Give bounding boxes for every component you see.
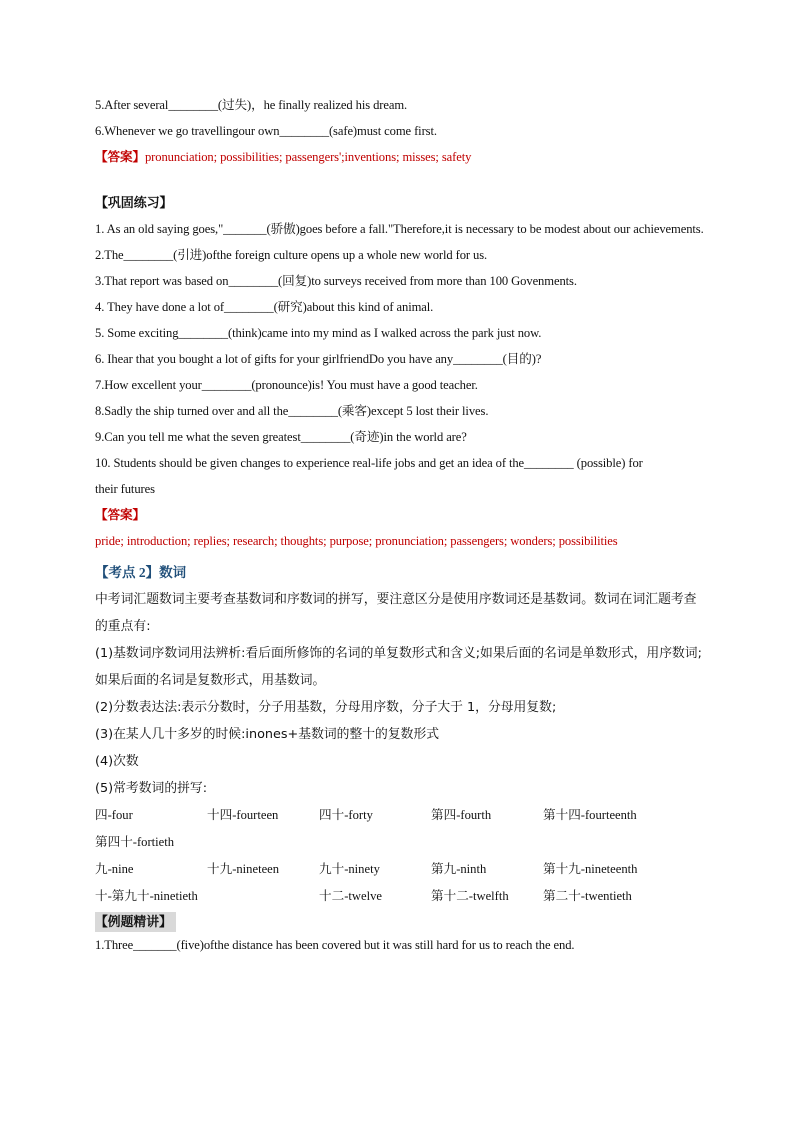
practice-item-1: 1. As an old saying goes,"_______(骄傲)goes before a fall."Therefore,it is necessary to be modest about our achievements. [95, 222, 704, 236]
kaodian-point-4: (4)次数 [95, 754, 139, 769]
practice-heading: 【巩固练习】 [95, 195, 173, 210]
practice-item-5: 5. Some exciting________(think)came into my mind as I walked across the park just now. [95, 326, 542, 340]
practice-answer-text: pride; introduction; replies; research; thoughts; purpose; pronunciation; passengers; wonders; possibilities [95, 534, 618, 548]
answer-block-1 [95, 144, 705, 170]
question-6: 6.Whenever we go travellingour own________(safe)must come first. [95, 124, 437, 138]
numeral-cell: 第十九-nineteenth [543, 862, 638, 876]
kaodian-point-1: (1)基数词序数词用法辨析:看后面所修饰的名词的单复数形式和含义;如果后面的名词是单数形式，用序数词;如果后面的名词是复数形式，用基数词。 [95, 646, 702, 688]
numeral-cell: 第九-ninth [431, 862, 487, 876]
numeral-row-3 [95, 883, 705, 910]
numeral-cell: 十四-fourteen [207, 808, 279, 822]
practice-answer-tag: 【答案】 [95, 508, 145, 522]
document-page [95, 92, 705, 958]
answer-text: pronunciation; possibilities; passengers';inventions; misses; safety [144, 150, 472, 164]
numeral-cell: 十九-nineteen [207, 862, 280, 876]
numeral-cell: 十-第九十-ninetieth [95, 889, 198, 903]
kaodian-intro: 中考词汇题数词主要考查基数词和序数词的拼写，要注意区分是使用序数词还是基数词。数词在词汇题考查的重点有: [95, 592, 697, 634]
answer-tag: 【答案】 [95, 150, 145, 164]
example-item-1: 1.Three_______(five)ofthe distance has been covered but it was still hard for us to reach the end. [95, 938, 575, 952]
practice-item-2: 2.The________(引进)ofthe foreign culture opens up a whole new world for us. [95, 248, 488, 262]
numeral-cell: 九十-ninety [319, 862, 380, 876]
numeral-cell: 第十二-twelfth [431, 889, 509, 903]
numeral-cell: 第二十-twentieth [543, 889, 632, 903]
numeral-cell: 第十四-fourteenth [543, 808, 637, 822]
numeral-cell: 九-nine [95, 862, 134, 876]
numeral-cell: 第四-fourth [431, 808, 492, 822]
practice-item-10: 10. Students should be given changes to experience real-life jobs and get an idea of the________ (possible) for their futures [95, 456, 643, 496]
numeral-cell: 十二-twelve [319, 889, 382, 903]
numeral-row-1b [95, 829, 705, 856]
numeral-row-1 [95, 802, 705, 829]
example-heading: 【例题精讲】 [95, 912, 176, 932]
question-5: 5.After several________(过失)，he finally realized his dream. [95, 98, 408, 112]
practice-item-7: 7.How excellent your________(pronounce)is! You must have a good teacher. [95, 378, 478, 392]
practice-item-6: 6. Ihear that you bought a lot of gifts for your girlfriendDo you have any________(目的)? [95, 352, 542, 366]
practice-item-4: 4. They have done a lot of________(研究)about this kind of animal. [95, 300, 434, 314]
numeral-cell [207, 883, 319, 910]
practice-item-9: 9.Can you tell me what the seven greatest________(奇迹)in the world are? [95, 430, 467, 444]
kaodian-point-2: (2)分数表达法:表示分数时，分子用基数，分母用序数，分子大于 1，分母用复数; [95, 700, 557, 715]
kaodian-point-5: (5)常考数词的拼写: [95, 781, 208, 796]
numeral-row-2 [95, 856, 705, 883]
numeral-cell: 四十-forty [319, 808, 373, 822]
numeral-cell: 第四十-fortieth [95, 835, 175, 849]
practice-item-3: 3.That report was based on________(回复)to surveys received from more than 100 Govenments. [95, 274, 577, 288]
kaodian-heading: 【考点 2】数词 [95, 565, 187, 580]
kaodian-point-3: (3)在某人几十多岁的时候:inones+基数词的整十的复数形式 [95, 727, 440, 742]
practice-item-8: 8.Sadly the ship turned over and all the________(乘客)except 5 lost their lives. [95, 404, 489, 418]
numeral-cell: 四-four [95, 808, 133, 822]
